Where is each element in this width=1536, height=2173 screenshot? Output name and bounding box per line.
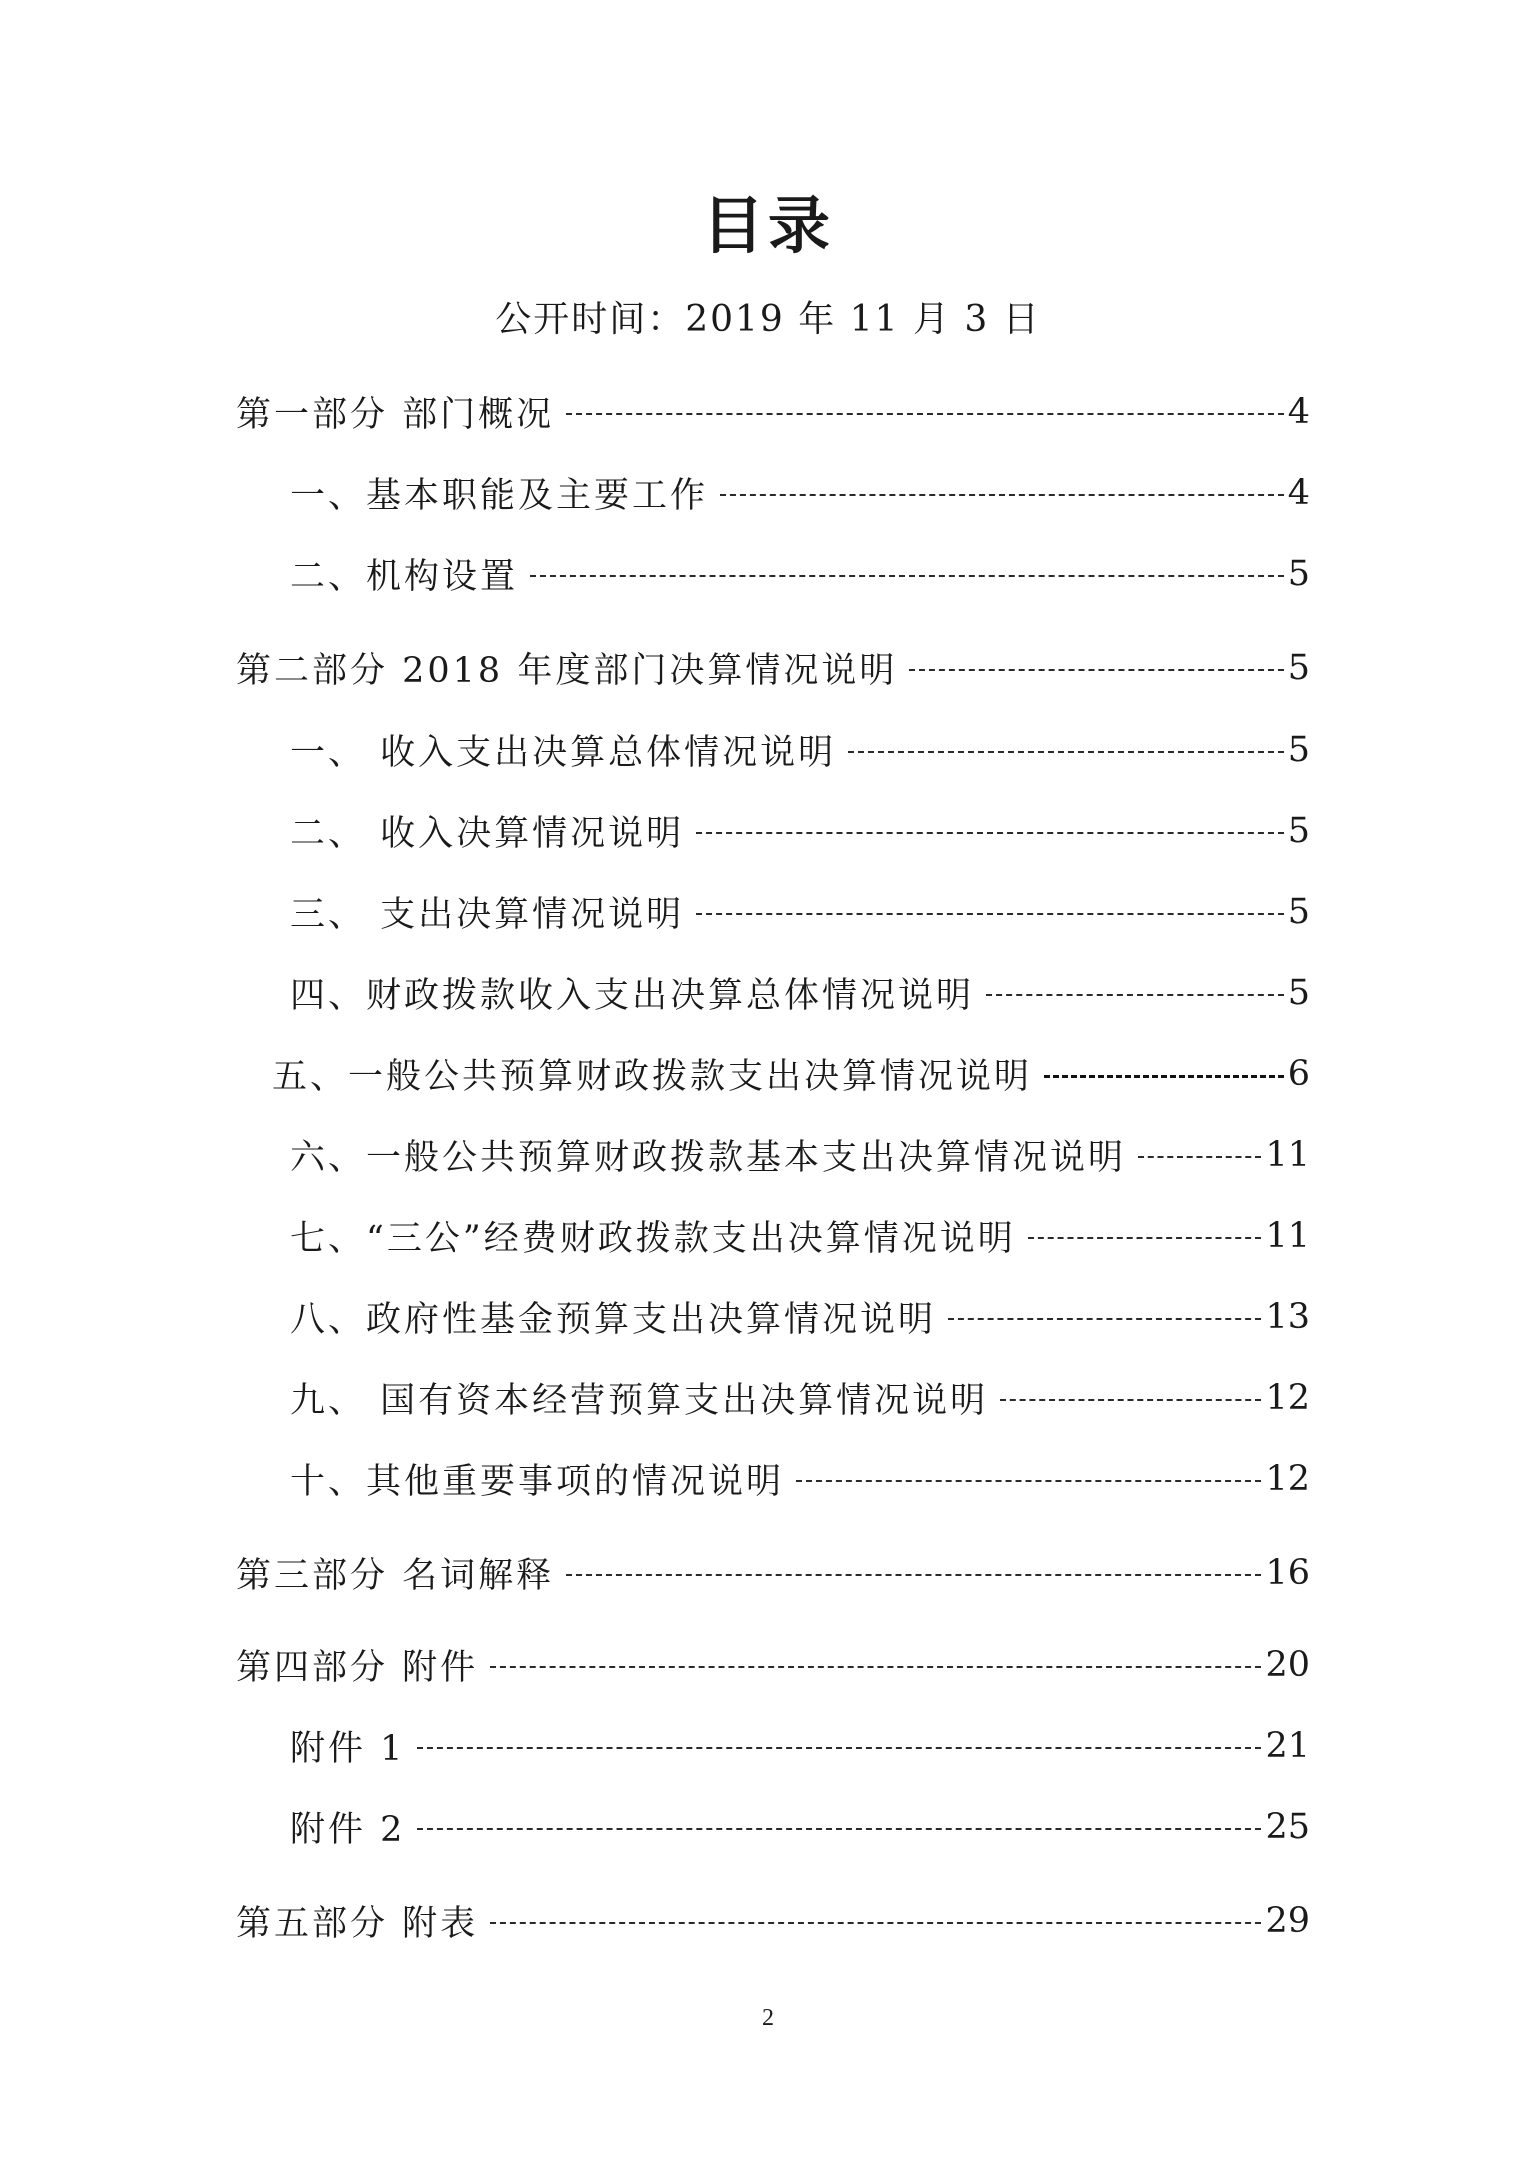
- toc-leader: [417, 1747, 1261, 1749]
- toc-entry[interactable]: [290, 1289, 1310, 1345]
- toc-entry[interactable]: [236, 1545, 1310, 1601]
- toc-entry-label: 五、一般公共预算财政拨款支出决算情况说明: [272, 1057, 1033, 1097]
- page-number: 2: [762, 2005, 774, 2031]
- toc-entry[interactable]: [290, 546, 1310, 602]
- toc-entry-label: 九、 国有资本经营预算支出决算情况说明: [290, 1381, 989, 1421]
- toc-entry-page: 5: [1287, 730, 1310, 770]
- toc-entry-label: 第一部分 部门概况: [236, 395, 555, 435]
- toc-entry[interactable]: [236, 1893, 1310, 1949]
- toc-leader: [490, 1922, 1261, 1924]
- toc-entry-page: 11: [1265, 1135, 1310, 1175]
- toc-entry-label: 第三部分 名词解释: [236, 1556, 555, 1596]
- toc-leader: [566, 413, 1284, 415]
- toc-entry[interactable]: [236, 384, 1310, 440]
- toc-entry[interactable]: [290, 1370, 1310, 1426]
- toc-entry-label: 八、政府性基金预算支出决算情况说明: [290, 1300, 937, 1340]
- toc-entry-page: 4: [1287, 473, 1310, 513]
- toc-entry[interactable]: [290, 1799, 1310, 1855]
- toc-entry-label: 十、其他重要事项的情况说明: [290, 1462, 785, 1502]
- toc-entry[interactable]: [272, 1046, 1310, 1102]
- toc-entry-label: 第二部分 2018 年度部门决算情况说明: [236, 651, 898, 691]
- toc-entry-page: 5: [1287, 811, 1310, 851]
- toc-entry-label: 附件 2: [290, 1810, 406, 1850]
- toc-entry[interactable]: [236, 640, 1310, 696]
- toc-leader: [1044, 1075, 1284, 1078]
- toc-entry-page: 12: [1265, 1378, 1310, 1418]
- toc-leader: [1138, 1156, 1261, 1158]
- toc-leader: [490, 1666, 1261, 1668]
- toc-entry-label: 一、 收入支出决算总体情况说明: [290, 733, 837, 773]
- toc-leader: [696, 913, 1284, 915]
- toc-entry-label: 三、 支出决算情况说明: [290, 895, 685, 935]
- toc-leader: [417, 1828, 1261, 1830]
- toc-entry[interactable]: [290, 803, 1310, 859]
- toc-entry[interactable]: [290, 722, 1310, 778]
- toc-entry-page: 25: [1265, 1807, 1310, 1847]
- toc-leader: [1000, 1399, 1261, 1401]
- toc-entry[interactable]: [290, 465, 1310, 521]
- toc-entry-page: 21: [1265, 1726, 1310, 1766]
- toc-entry-page: 6: [1287, 1054, 1310, 1094]
- toc-leader: [909, 669, 1283, 671]
- toc-entry-page: 5: [1287, 973, 1310, 1013]
- toc-entry-page: 12: [1265, 1459, 1310, 1499]
- toc-entry-label: 一、基本职能及主要工作: [290, 476, 709, 516]
- toc-entry-label: 附件 1: [290, 1729, 406, 1769]
- toc-entry[interactable]: [290, 884, 1310, 940]
- toc-entry[interactable]: [290, 1718, 1310, 1774]
- toc-entry[interactable]: [290, 1127, 1310, 1183]
- toc-entry-label: 第四部分 附件: [236, 1648, 479, 1688]
- toc-leader: [986, 994, 1284, 996]
- toc-entry-page: 4: [1287, 392, 1310, 432]
- toc-leader: [948, 1318, 1261, 1320]
- toc-entry-label: 六、一般公共预算财政拨款基本支出决算情况说明: [290, 1138, 1127, 1178]
- toc-entry-page: 11: [1265, 1216, 1310, 1256]
- toc-entry-page: 13: [1265, 1297, 1310, 1337]
- publish-date: 公开时间：2019 年 11 月 3 日: [495, 299, 1041, 340]
- toc-leader: [566, 1574, 1261, 1576]
- toc-entry-page: 20: [1265, 1645, 1310, 1685]
- toc-entry-label: 七、“三公”经费财政拨款支出决算情况说明: [290, 1219, 1016, 1259]
- toc-entry-page: 16: [1265, 1553, 1310, 1593]
- toc-entry-label: 二、 收入决算情况说明: [290, 814, 685, 854]
- toc-entry[interactable]: [236, 1637, 1310, 1693]
- toc-entry-label: 二、机构设置: [290, 557, 519, 597]
- toc-entry-page: 5: [1287, 892, 1310, 932]
- toc-entry[interactable]: [290, 965, 1310, 1021]
- toc-entry[interactable]: [290, 1451, 1310, 1507]
- toc-entry-page: 5: [1287, 648, 1310, 688]
- toc-leader: [720, 494, 1284, 496]
- toc-leader: [1028, 1237, 1262, 1239]
- toc-entry-label: 四、财政拨款收入支出决算总体情况说明: [290, 976, 975, 1016]
- toc-entry-page: 5: [1287, 554, 1310, 594]
- toc-entry-label: 第五部分 附表: [236, 1904, 479, 1944]
- toc-leader: [796, 1480, 1261, 1482]
- toc-leader: [696, 832, 1284, 834]
- toc-leader: [530, 575, 1284, 577]
- page-title: 目录: [701, 189, 834, 262]
- toc-leader: [848, 751, 1284, 753]
- toc-entry-page: 29: [1265, 1901, 1310, 1941]
- toc-entry[interactable]: [290, 1208, 1310, 1264]
